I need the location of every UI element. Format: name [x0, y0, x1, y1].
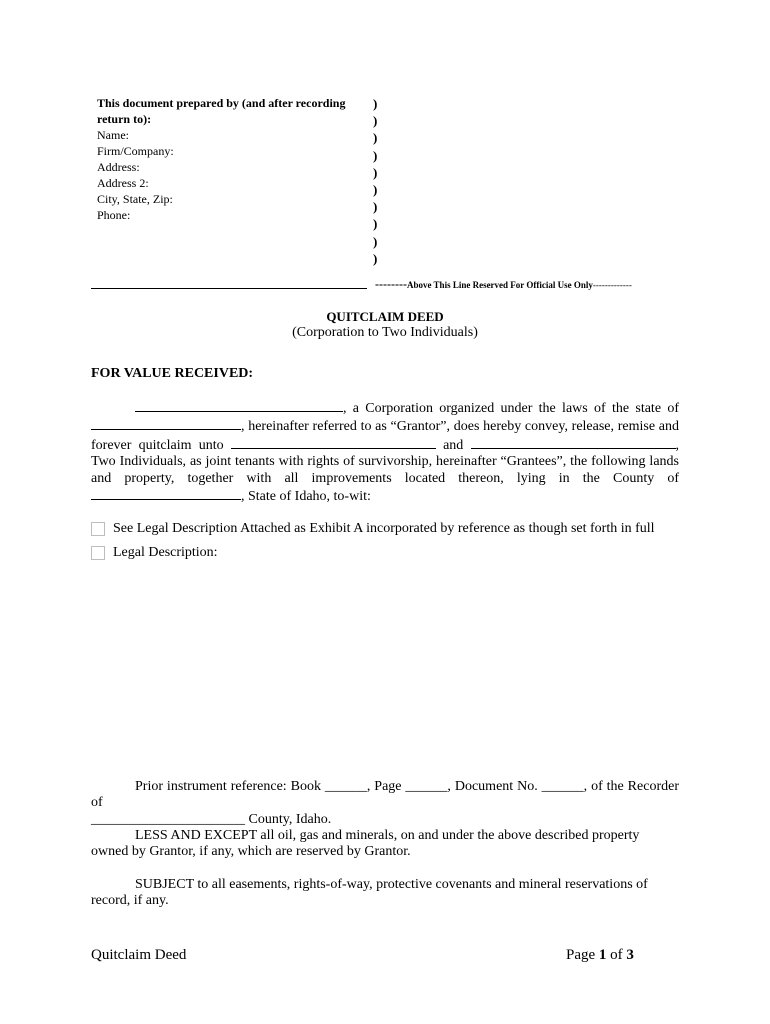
preparer-block: [97, 95, 367, 223]
preparer-name-field[interactable]: Name:: [97, 128, 129, 142]
less-except-text: LESS AND EXCEPT all oil, gas and minerals, on and under the above described property owned by Grantor, if any, which are reserved by Grantor.: [91, 828, 640, 860]
footer-page-total: 3: [626, 947, 634, 963]
preparer-firm-field[interactable]: Firm/Company:: [97, 144, 174, 158]
official-dashes-left: --------: [375, 277, 407, 291]
footer-page-current: 1: [598, 947, 607, 963]
checkbox-row-exhibit[interactable]: [91, 521, 655, 537]
paren-glyph: ): [373, 96, 378, 111]
grantee-1-blank[interactable]: [231, 436, 436, 449]
paren-column: [373, 95, 377, 267]
preparer-address-field[interactable]: Address:: [97, 160, 140, 174]
grant-and-word: and: [443, 437, 464, 453]
prior-instrument-text-1: Prior instrument reference: Book ______, Page ______, Document No. ______, of the Recorder of: [91, 779, 679, 811]
legal-description-label: Legal Description:: [113, 545, 218, 560]
paren-glyph: ): [373, 216, 378, 232]
paren-glyph: ): [373, 130, 378, 146]
county-blank[interactable]: [91, 487, 241, 500]
preparer-phone-field[interactable]: Phone:: [97, 208, 131, 222]
footer-doc-title: Quitclaim Deed: [91, 947, 187, 963]
for-value-heading: FOR VALUE RECEIVED:: [91, 366, 254, 381]
preparer-signature-line: [91, 288, 367, 289]
subject-to-text: SUBJECT to all easements, rights-of-way, protective covenants and mineral reservations of record, if any.: [91, 877, 648, 909]
paren-glyph: ): [373, 182, 378, 198]
grantee-2-blank[interactable]: [471, 436, 676, 449]
grant-paragraph: [91, 399, 679, 505]
preparer-heading: This document prepared by (and after recording return to):: [97, 96, 346, 126]
official-use-text: Above This Line Reserved For Official Use Only: [406, 280, 593, 290]
grant-text-2: , hereinafter referred to as “Grantor”, does hereby convey, release, remise and forever quitclaim unto: [91, 419, 679, 453]
official-use-line: [375, 277, 632, 292]
preparer-address2-field[interactable]: Address 2:: [97, 176, 149, 190]
document-title: QUITCLAIM DEED: [326, 309, 444, 324]
document-subtitle: (Corporation to Two Individuals): [292, 325, 478, 340]
exhibit-a-checkbox[interactable]: [91, 522, 105, 536]
footer-of-label: of: [610, 947, 623, 963]
legal-description-checkbox[interactable]: [91, 546, 105, 560]
exhibit-a-label: See Legal Description Attached as Exhibit A incorporated by reference as though set forth in full: [113, 521, 655, 536]
footer-page-label: Page: [566, 947, 596, 963]
paren-glyph: ): [373, 250, 378, 266]
paren-glyph: ): [373, 164, 378, 180]
paren-glyph: ): [373, 113, 378, 129]
footer-page-number: [566, 947, 634, 964]
grantor-name-blank[interactable]: [135, 399, 343, 412]
grant-text-3: , Two Individuals, as joint tenants with rights of survivorship, hereinafter “Grantees”, the following lands and property, together with all improvements located thereon, lying in the County of: [91, 437, 679, 486]
grant-text-1: , a Corporation organized under the laws of the state of: [343, 401, 679, 416]
preparer-city-state-zip-field[interactable]: City, State, Zip:: [97, 192, 173, 206]
subject-to-paragraph: [91, 877, 679, 910]
paren-glyph: ): [373, 147, 378, 163]
prior-instrument-text-2: ______________________ County, Idaho.: [91, 811, 332, 827]
checkbox-row-legal[interactable]: [91, 545, 218, 561]
paren-glyph: ): [373, 199, 378, 215]
paren-glyph: ): [373, 233, 378, 249]
grantor-state-blank[interactable]: [91, 417, 241, 430]
prior-instrument-paragraph: [91, 779, 679, 828]
grant-text-4: , State of Idaho, to-wit:: [241, 489, 371, 505]
less-except-paragraph: [91, 828, 679, 861]
official-dashes-right: -------------: [592, 280, 632, 290]
